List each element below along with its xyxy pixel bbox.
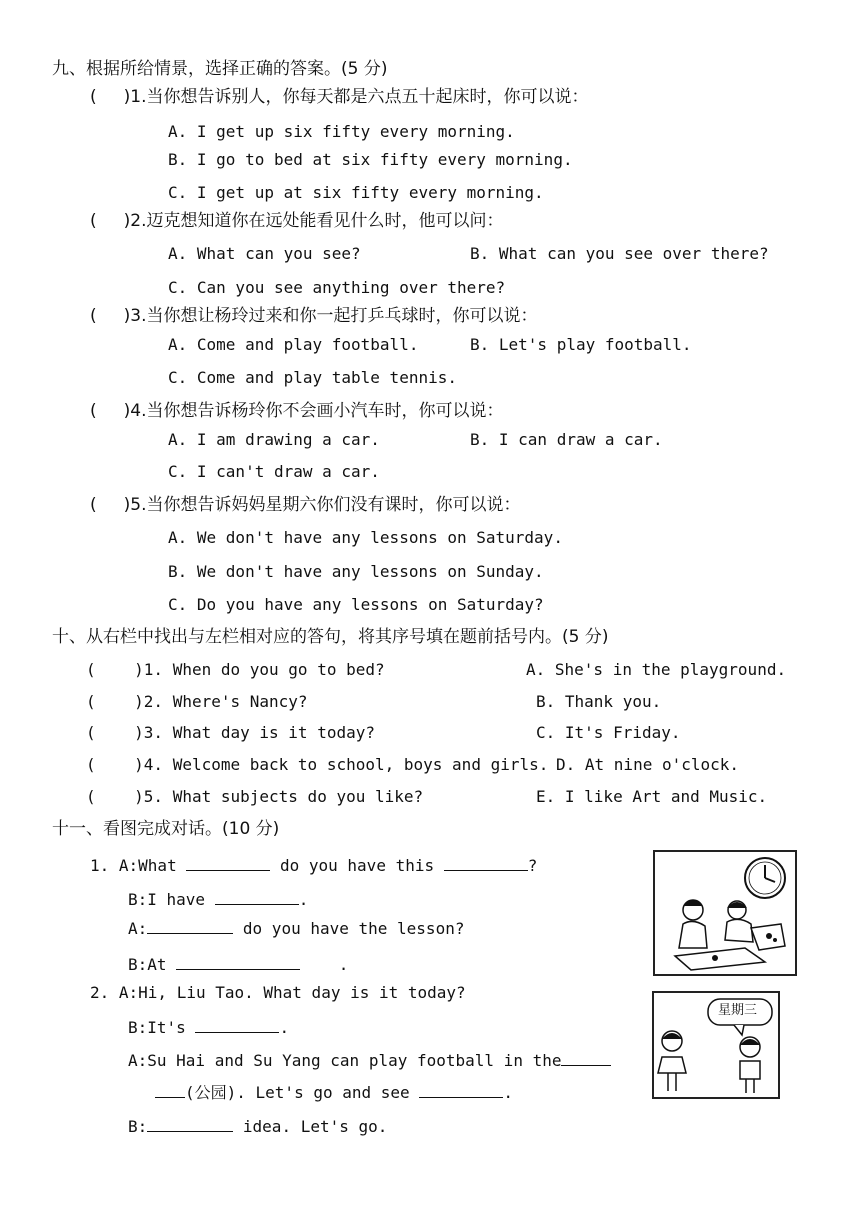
text: do you have this bbox=[279, 856, 435, 875]
fill-blank[interactable] bbox=[195, 1016, 279, 1033]
section-10-title: 十、从右栏中找出与左栏相对应的答句，将其序号填在题前括号内。(5 分) bbox=[52, 627, 609, 647]
answer-bracket[interactable]: ( )5. bbox=[90, 495, 147, 515]
dialog-2-line-2 bbox=[128, 1016, 289, 1039]
match-left-4[interactable]: ( )4. Welcome back to school, boys and girls. bbox=[86, 755, 549, 774]
fill-blank[interactable] bbox=[444, 854, 528, 871]
option-9-5-c: C. Do you have any lessons on Saturday? bbox=[168, 595, 544, 614]
question-stem: 当你想告诉妈妈星期六你们没有课时，你可以说： bbox=[146, 495, 521, 515]
fill-blank[interactable] bbox=[147, 1115, 233, 1132]
match-right-d: D. At nine o'clock. bbox=[556, 755, 740, 774]
text: . bbox=[298, 890, 309, 909]
question-stem: 当你想告诉别人，你每天都是六点五十起床时，你可以说： bbox=[146, 87, 589, 107]
option-9-4-b: B. I can draw a car. bbox=[470, 430, 663, 449]
fill-blank[interactable] bbox=[419, 1081, 503, 1098]
fill-blank[interactable] bbox=[155, 1081, 185, 1098]
text: A:Su Hai and Su Yang can play football in the bbox=[128, 1051, 562, 1070]
text: B:It's bbox=[128, 1018, 186, 1037]
dialog-2-line-4 bbox=[155, 1081, 513, 1104]
option-9-4-c: C. I can't draw a car. bbox=[168, 462, 380, 481]
speech-bubble-text: 星期三 bbox=[718, 1003, 758, 1018]
answer-bracket[interactable]: ( )1. bbox=[90, 87, 147, 107]
question-stem: 当你想让杨玲过来和你一起打乒乓球时，你可以说： bbox=[146, 306, 538, 326]
question-stem: 迈克想知道你在远处能看见什么时，他可以问： bbox=[146, 211, 504, 231]
match-left-2[interactable]: ( )2. Where's Nancy? bbox=[86, 692, 308, 711]
option-9-1-c: C. I get up at six fifty every morning. bbox=[168, 183, 544, 202]
dialog-2-line-5 bbox=[128, 1115, 387, 1138]
text: idea. Let's go. bbox=[242, 1117, 388, 1136]
question-9-3 bbox=[90, 305, 538, 327]
text: B:I have bbox=[128, 890, 206, 909]
match-left-5[interactable]: ( )5. What subjects do you like? bbox=[86, 787, 424, 806]
text: (公园). Let's go and see bbox=[185, 1083, 410, 1102]
fill-blank[interactable] bbox=[215, 888, 299, 905]
option-9-5-b: B. We don't have any lessons on Sunday. bbox=[168, 562, 544, 581]
option-9-3-a: A. Come and play football. bbox=[168, 335, 419, 354]
dialog-1-line-1 bbox=[90, 854, 537, 877]
question-9-4 bbox=[90, 400, 504, 422]
section-9-title: 九、根据所给情景，选择正确的答案。(5 分) bbox=[52, 59, 388, 79]
answer-bracket[interactable]: ( )3. bbox=[90, 306, 147, 326]
option-9-3-b: B. Let's play football. bbox=[470, 335, 692, 354]
dialog-2-line-3 bbox=[128, 1049, 611, 1072]
option-9-1-a: A. I get up six fifty every morning. bbox=[168, 122, 515, 141]
dialog-2-line-1: 2. A:Hi, Liu Tao. What day is it today? bbox=[90, 983, 466, 1002]
kids-drawing-icon bbox=[654, 993, 778, 1097]
match-right-e: E. I like Art and Music. bbox=[536, 787, 768, 806]
text: . bbox=[338, 955, 349, 974]
text: ? bbox=[527, 856, 538, 875]
picture-classroom-clock bbox=[653, 850, 797, 976]
answer-bracket[interactable]: ( )2. bbox=[90, 211, 147, 231]
dialog-1-line-3 bbox=[128, 917, 464, 940]
option-9-4-a: A. I am drawing a car. bbox=[168, 430, 380, 449]
text: 1. A:What bbox=[90, 856, 177, 875]
question-9-1 bbox=[90, 86, 589, 108]
text: . bbox=[279, 1018, 290, 1037]
text: A: bbox=[128, 919, 148, 938]
dialog-1-line-2 bbox=[128, 888, 308, 911]
text: B: bbox=[128, 1117, 148, 1136]
fill-blank[interactable] bbox=[147, 917, 233, 934]
match-left-3[interactable]: ( )3. What day is it today? bbox=[86, 723, 375, 742]
match-left-1[interactable]: ( )1. When do you go to bed? bbox=[86, 660, 385, 679]
fill-blank[interactable] bbox=[176, 953, 300, 970]
match-right-b: B. Thank you. bbox=[536, 692, 662, 711]
clock-drawing-icon bbox=[655, 852, 795, 974]
section-11-title: 十一、看图完成对话。(10 分) bbox=[52, 819, 280, 839]
fill-blank[interactable] bbox=[186, 854, 270, 871]
question-9-2 bbox=[90, 210, 504, 232]
dialog-1-line-4 bbox=[128, 953, 348, 976]
option-9-2-b: B. What can you see over there? bbox=[470, 244, 769, 263]
match-right-a: A. She's in the playground. bbox=[526, 660, 787, 679]
match-right-c: C. It's Friday. bbox=[536, 723, 681, 742]
text: B:At bbox=[128, 955, 167, 974]
option-9-2-a: A. What can you see? bbox=[168, 244, 361, 263]
text: do you have the lesson? bbox=[242, 919, 465, 938]
option-9-1-b: B. I go to bed at six fifty every morning. bbox=[168, 150, 573, 169]
option-9-3-c: C. Come and play table tennis. bbox=[168, 368, 457, 387]
picture-kids-speech bbox=[652, 991, 780, 1099]
option-9-5-a: A. We don't have any lessons on Saturday. bbox=[168, 528, 563, 547]
text: . bbox=[503, 1083, 513, 1102]
question-9-5 bbox=[90, 494, 521, 516]
question-stem: 当你想告诉杨玲你不会画小汽车时，你可以说： bbox=[146, 401, 504, 421]
option-9-2-c: C. Can you see anything over there? bbox=[168, 278, 506, 297]
fill-blank[interactable] bbox=[561, 1049, 611, 1066]
answer-bracket[interactable]: ( )4. bbox=[90, 401, 147, 421]
